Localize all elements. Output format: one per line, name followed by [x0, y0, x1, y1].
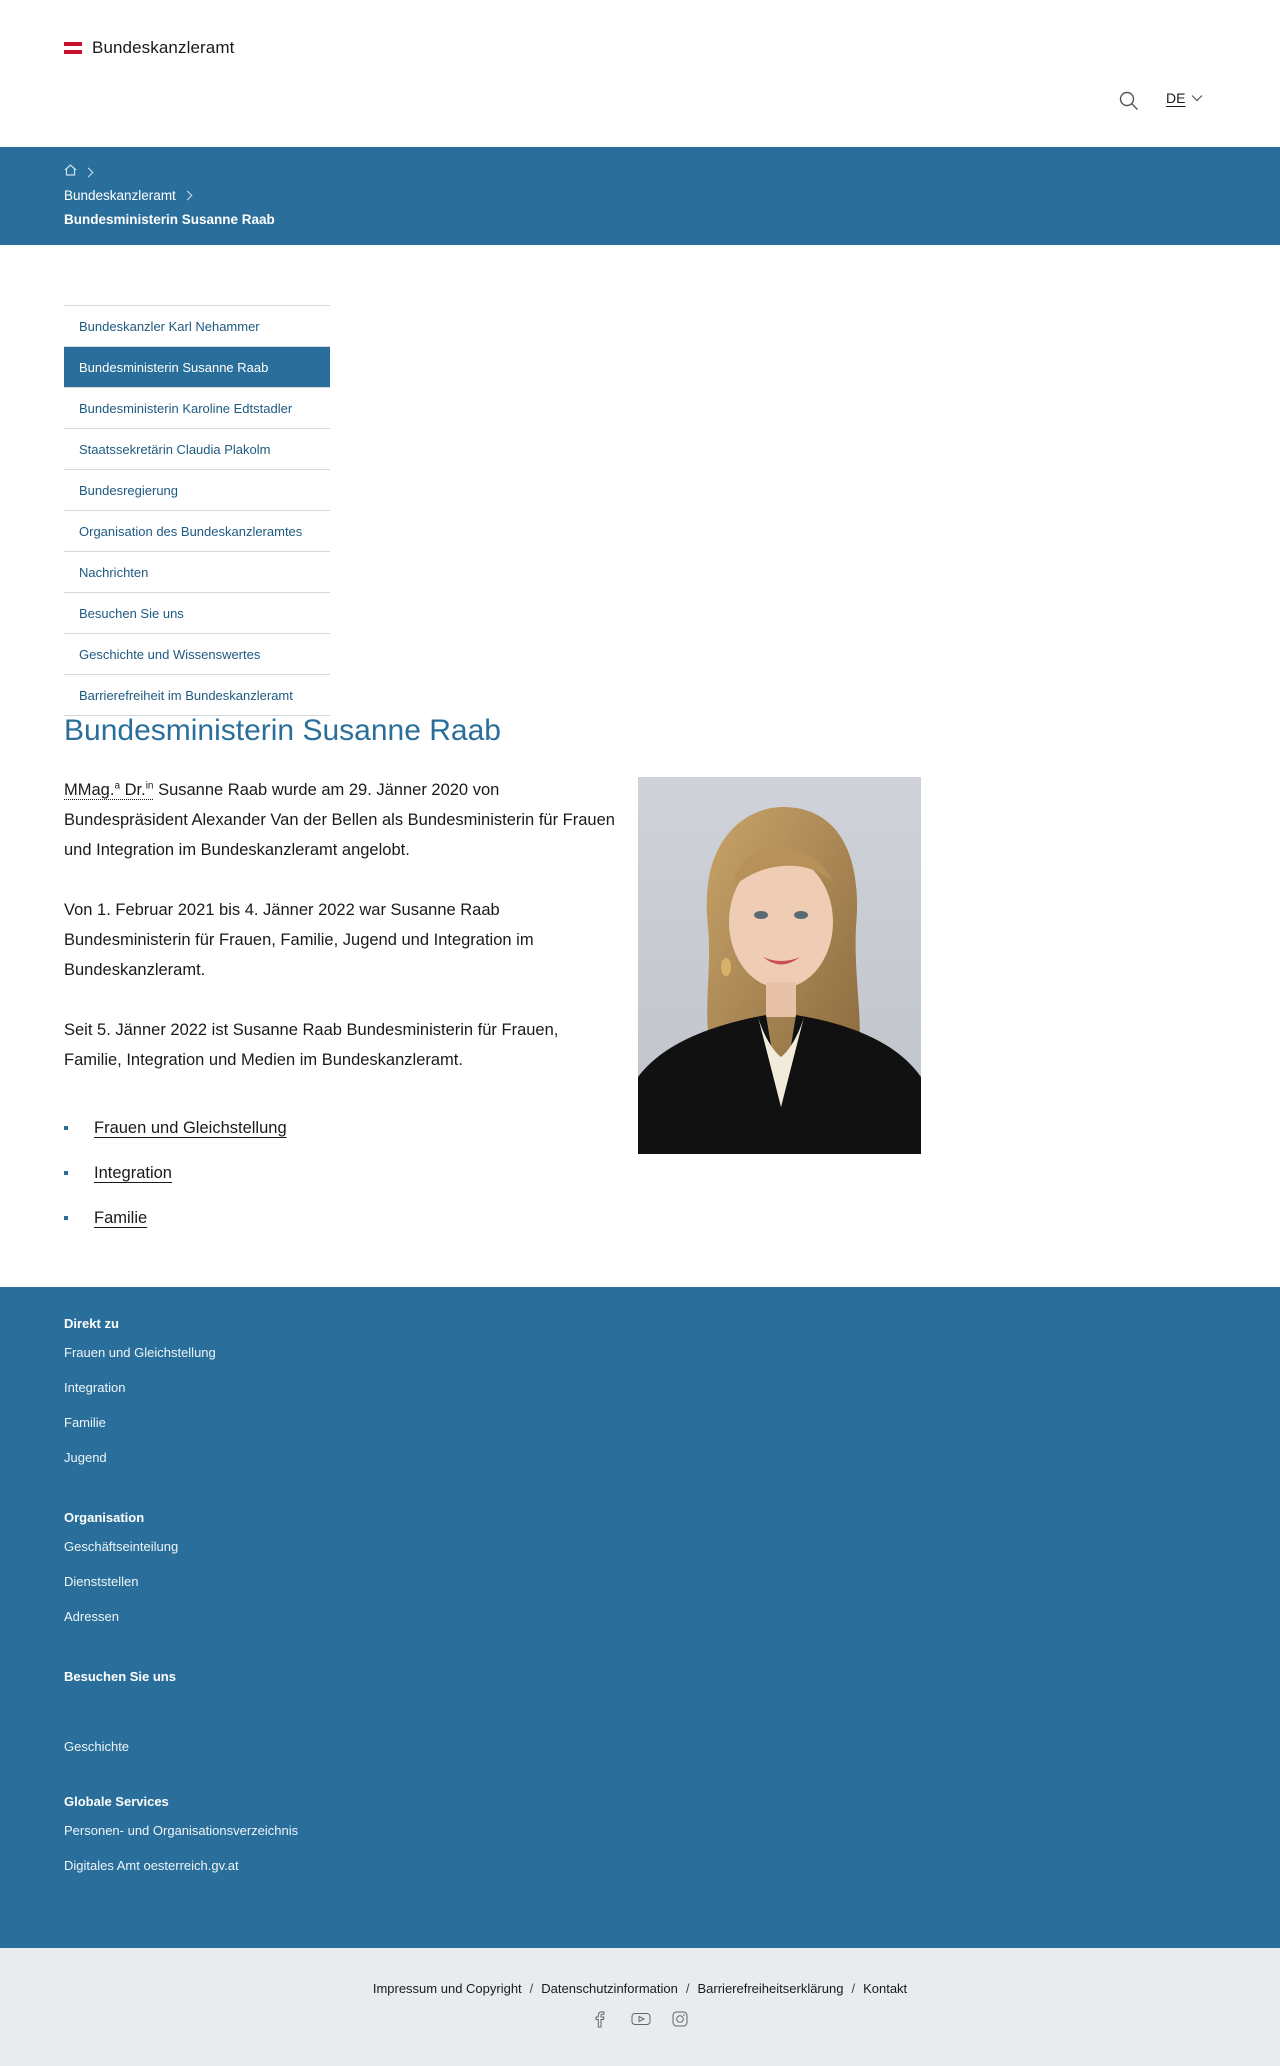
- chevron-right-icon: [84, 167, 94, 177]
- academic-title-abbr: MMag.$^a$ Dr.$^{in}$: [64, 780, 154, 799]
- instagram-icon[interactable]: [671, 2010, 689, 2028]
- bullet-icon: [64, 1171, 68, 1175]
- footer-group-globale-services: [64, 1791, 298, 1883]
- footer-group-organisation: [64, 1507, 178, 1634]
- logo-text: Bundeskanzleramt: [92, 38, 235, 57]
- footer-link[interactable]: Geschichte: [64, 1739, 130, 1754]
- footer-link[interactable]: Geschäftseinteilung: [64, 1539, 179, 1554]
- chevron-down-icon: [1191, 94, 1203, 102]
- footer-link[interactable]: Integration: [64, 1380, 126, 1395]
- footer-link[interactable]: Jugend: [64, 1450, 107, 1465]
- footer-group-direkt-zu: [64, 1313, 216, 1475]
- footer-heading: Organisation: [64, 1510, 145, 1525]
- link-frauen-gleichstellung[interactable]: Frauen und Gleichstellung: [94, 1118, 287, 1137]
- list-item: [64, 1150, 620, 1195]
- chevron-right-icon: [182, 191, 192, 201]
- section-navigation: [64, 305, 330, 716]
- footer-link[interactable]: Dienststellen: [64, 1574, 139, 1589]
- link-datenschutz[interactable]: Datenschutzinformation: [541, 1981, 678, 1996]
- sidebar-item-raab[interactable]: Bundesministerin Susanne Raab: [64, 347, 330, 388]
- sidebar-item-edtstadler[interactable]: Bundesministerin Karoline Edtstadler: [64, 388, 330, 429]
- main-content: [64, 775, 620, 1240]
- separator: /: [685, 1981, 690, 1996]
- site-logo[interactable]: [64, 38, 234, 58]
- bullet-icon: [64, 1126, 68, 1130]
- legal-links: [0, 1981, 1280, 1996]
- paragraph-2022: Seit 5. Jänner 2022 ist Susanne Raab Bundesministerin für Frauen, Familie, Integration und Medien im Bundeskanzleramt.: [64, 1021, 559, 1069]
- breadcrumb: [0, 147, 1280, 245]
- footer-link[interactable]: Familie: [64, 1415, 106, 1430]
- footer-heading: Globale Services: [64, 1794, 169, 1809]
- paragraph-intro: MMag.$^a$ Dr.$^{in}$ Susanne Raab wurde am 29. Jänner 2020 von Bundespräsident Alexander Van der Bellen als Bundesministerin für Frauen und Integration im Bundeskanzleramt angelobt.: [64, 780, 615, 859]
- breadcrumb-link-bundeskanzleramt[interactable]: Bundeskanzleramt: [64, 188, 176, 203]
- page-title: Bundesministerin Susanne Raab: [64, 714, 501, 747]
- sidebar-item-nehammer[interactable]: Bundeskanzler Karl Nehammer: [64, 306, 330, 347]
- sidebar-item-nachrichten[interactable]: Nachrichten: [64, 552, 330, 593]
- link-familie[interactable]: Familie: [94, 1208, 148, 1227]
- sidebar-item-besuchen[interactable]: Besuchen Sie uns: [64, 593, 330, 634]
- footer-heading[interactable]: Besuchen Sie uns: [64, 1669, 176, 1684]
- facebook-icon[interactable]: [591, 2010, 609, 2028]
- language-label: DE: [1166, 90, 1186, 106]
- footer-group-geschichte: [64, 1729, 129, 1764]
- footer-group-besuchen: [64, 1666, 176, 1688]
- breadcrumb-current: Bundesministerin Susanne Raab: [64, 212, 275, 227]
- list-item: [64, 1105, 620, 1150]
- footer-heading: Direkt zu: [64, 1316, 119, 1331]
- topic-links: [64, 1105, 620, 1240]
- site-header: [0, 0, 1280, 147]
- paragraph-2021: Von 1. Februar 2021 bis 4. Jänner 2022 war Susanne Raab Bundesministerin für Frauen, Familie, Jugend und Integration im Bundeskanzleramt.: [64, 901, 534, 979]
- austria-flag-icon: [64, 42, 82, 54]
- social-links: [0, 2010, 1280, 2028]
- footer-link[interactable]: Frauen und Gleichstellung: [64, 1345, 216, 1360]
- link-kontakt[interactable]: Kontakt: [863, 1981, 908, 1996]
- sidebar-item-barrierefreiheit[interactable]: Barrierefreiheit im Bundeskanzleramt: [64, 675, 330, 716]
- site-footer: [0, 1287, 1280, 1948]
- minister-portrait: [638, 777, 921, 1154]
- search-icon[interactable]: [1118, 90, 1142, 114]
- footer-link[interactable]: Personen- und Organisationsverzeichnis: [64, 1823, 299, 1838]
- sidebar-item-organisation[interactable]: Organisation des Bundeskanzleramtes: [64, 511, 330, 552]
- sidebar-item-bundesregierung[interactable]: Bundesregierung: [64, 470, 330, 511]
- home-icon[interactable]: [64, 163, 77, 181]
- language-selector[interactable]: [1166, 90, 1203, 106]
- footer-link[interactable]: Adressen: [64, 1609, 119, 1624]
- youtube-icon[interactable]: [631, 2010, 649, 2028]
- list-item: [64, 1195, 620, 1240]
- sidebar-item-plakolm[interactable]: Staatssekretärin Claudia Plakolm: [64, 429, 330, 470]
- footer-link[interactable]: Digitales Amt oesterreich.gv.at: [64, 1858, 239, 1873]
- bullet-icon: [64, 1216, 68, 1220]
- link-impressum[interactable]: Impressum und Copyright: [372, 1981, 522, 1996]
- bottom-bar: [0, 1948, 1280, 2066]
- separator: /: [851, 1981, 856, 1996]
- link-barrierefreiheitserklaerung[interactable]: Barrierefreiheitserklärung: [697, 1981, 844, 1996]
- separator: /: [529, 1981, 534, 1996]
- sidebar-item-geschichte[interactable]: Geschichte und Wissenswertes: [64, 634, 330, 675]
- link-integration[interactable]: Integration: [94, 1163, 172, 1182]
